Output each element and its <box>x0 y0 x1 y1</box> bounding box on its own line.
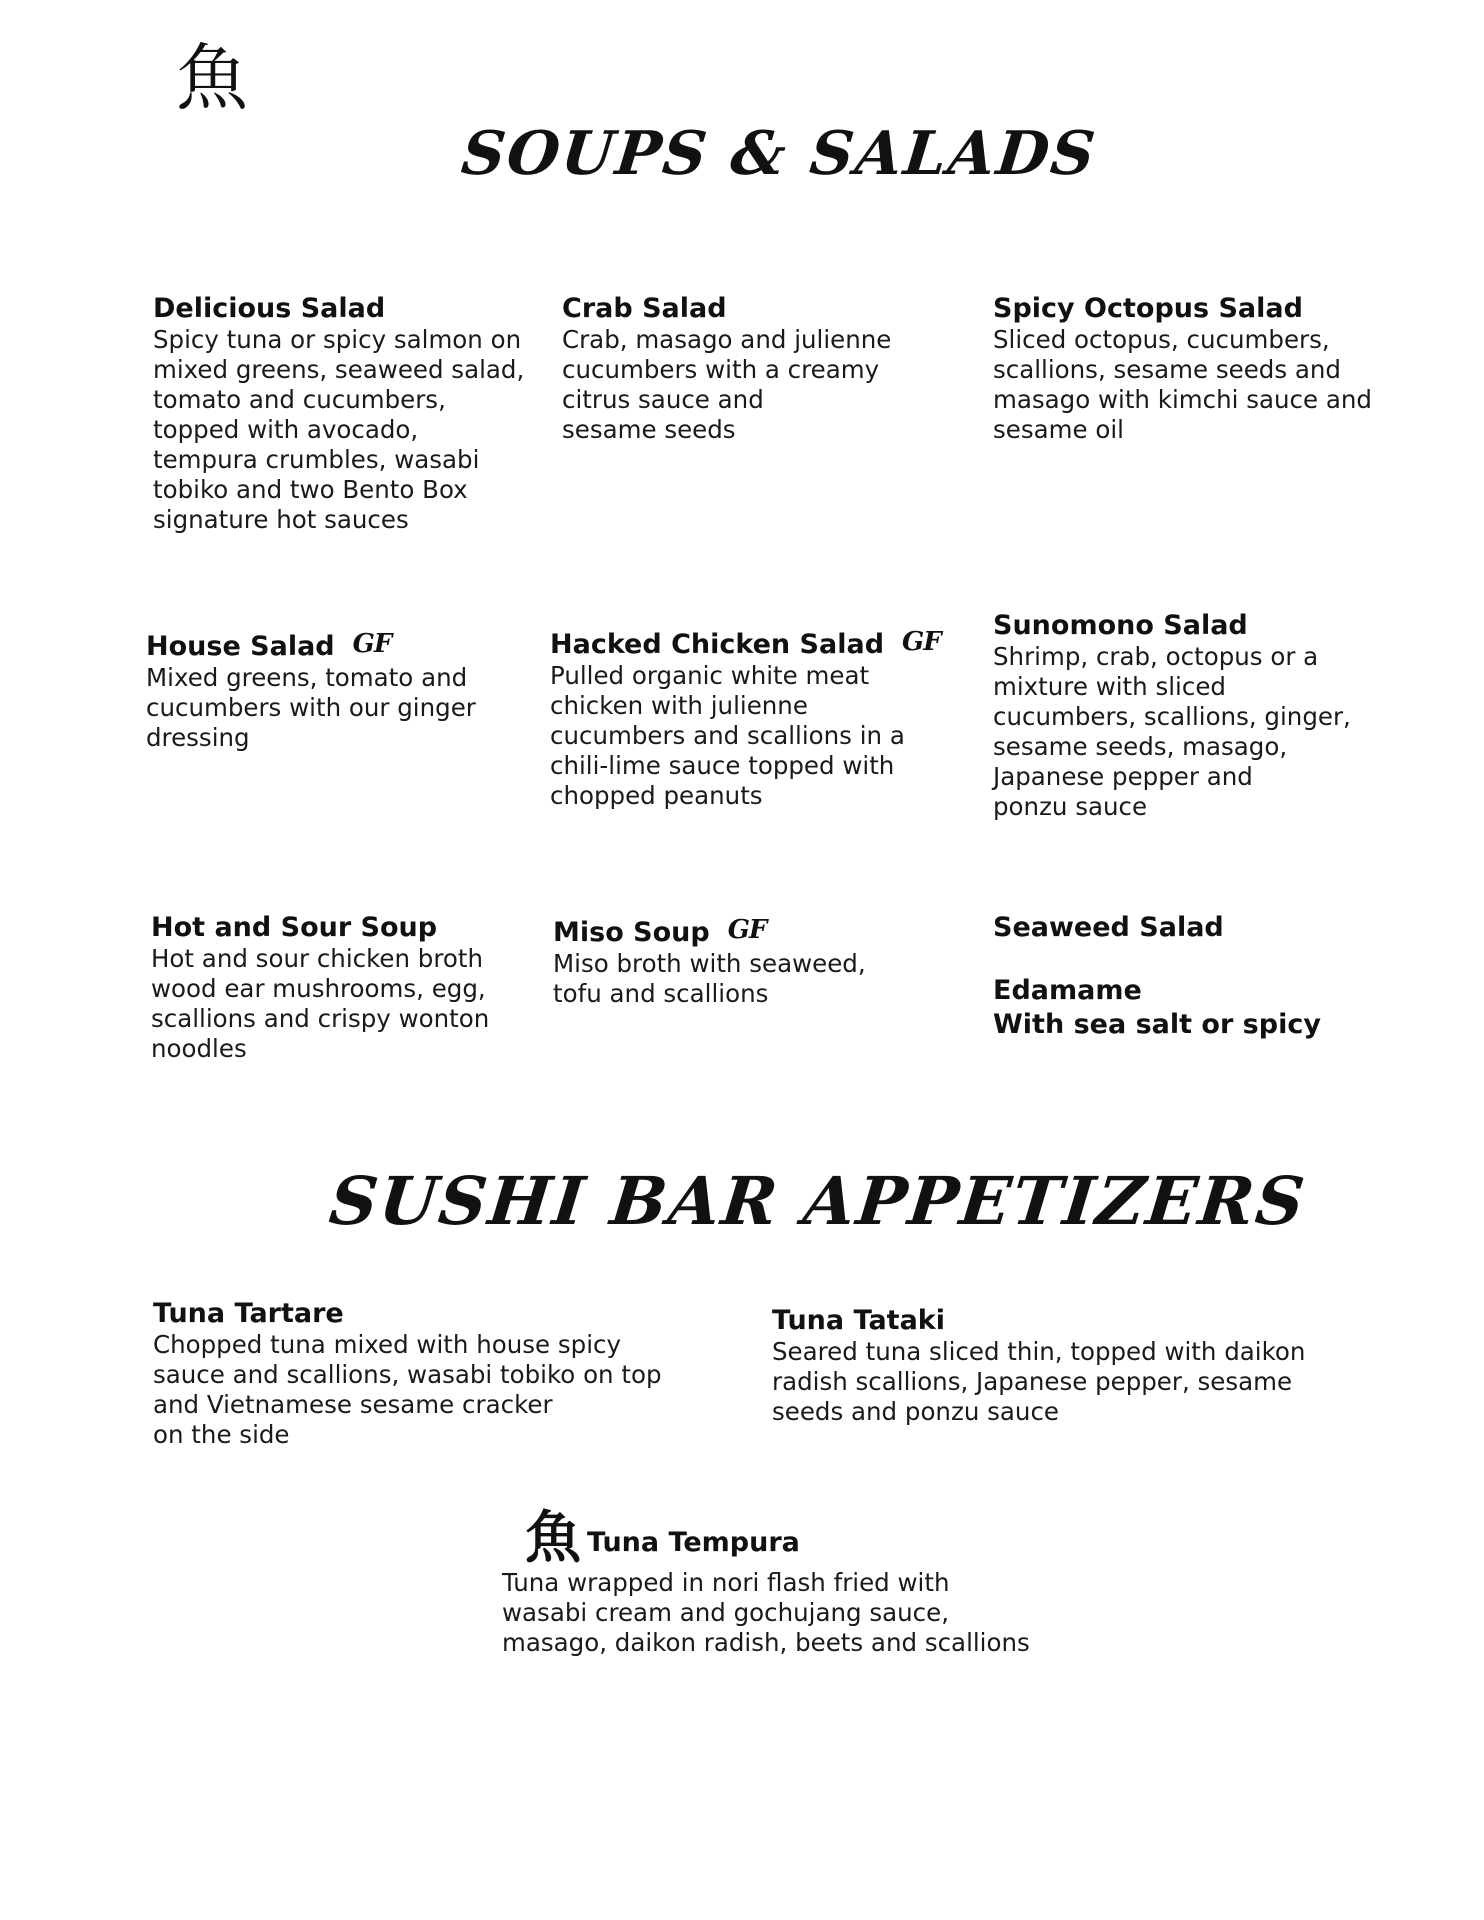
item-name: Spicy Octopus Salad <box>993 293 1303 324</box>
gluten-free-badge: GF <box>727 915 767 945</box>
item-name: Hot and Sour Soup <box>151 912 438 943</box>
menu-item-tuna-tataki <box>772 1305 1305 1427</box>
menu-item-seaweed-salad <box>993 912 1224 944</box>
item-description: Shrimp, crab, octopus or a mixture with sliced cucumbers, scallions, ginger, sesame seeds, masago, Japanese pepper and ponzu sauce <box>993 642 1351 821</box>
fish-kanji-logo: 魚 <box>176 36 249 120</box>
item-name: Edamame <box>993 975 1142 1006</box>
item-name: House Salad <box>146 631 335 662</box>
gluten-free-badge: GF <box>902 627 941 657</box>
menu-item-house-salad <box>146 628 476 753</box>
item-name: Tuna Tartare <box>153 1298 344 1329</box>
item-name: Crab Salad <box>562 293 727 324</box>
soups-salads-heading: SOUPS & SALADS <box>458 119 1100 189</box>
menu-item-hot-and-sour-soup <box>151 912 489 1064</box>
item-name-row <box>553 914 866 949</box>
menu-item-delicious-salad <box>153 293 524 535</box>
item-name: Sunomono Salad <box>993 610 1248 641</box>
item-description: Hot and sour chicken broth wood ear mushrooms, egg, scallions and crispy wonton noodles <box>151 944 490 1063</box>
menu-item-edamame <box>993 975 1321 1041</box>
item-name: Miso Soup <box>553 917 710 948</box>
menu-item-miso-soup <box>553 914 866 1009</box>
item-description: Tuna wrapped in nori flash fried with wasabi cream and gochujang sauce, masago, daikon radish, beets and scallions <box>502 1568 1030 1657</box>
item-name: Tuna Tempura <box>587 1527 800 1558</box>
menu-item-sunomono-salad <box>993 610 1351 822</box>
item-name: Seaweed Salad <box>993 912 1224 943</box>
item-description: Pulled organic white meat chicken with julienne cucumbers and scallions in a chili-lime sauce topped with chopped peanuts <box>550 661 905 810</box>
item-description: Spicy tuna or spicy salmon on mixed greens, seaweed salad, tomato and cucumbers, topped with avocado, tempura crumbles, wasabi tobiko and two Bento Box signature hot sauces <box>153 325 525 534</box>
menu-item-spicy-octopus-salad <box>993 293 1372 445</box>
item-description: Crab, masago and julienne cucumbers with a creamy citrus sauce and sesame seeds <box>562 325 892 444</box>
item-name: Delicious Salad <box>153 293 386 324</box>
item-name-row <box>550 626 941 661</box>
menu-item-hacked-chicken-salad <box>550 626 941 811</box>
item-description: Chopped tuna mixed with house spicy sauce and scallions, wasabi tobiko on top and Vietnamese sesame cracker on the side <box>153 1330 662 1449</box>
item-name: Hacked Chicken Salad <box>550 629 885 660</box>
item-subtitle: With sea salt or spicy <box>993 1009 1321 1040</box>
menu-item-tuna-tempura <box>502 1505 1030 1658</box>
menu-item-tuna-tartare <box>153 1298 662 1450</box>
item-description: Sliced octopus, cucumbers, scallions, sesame seeds and masago with kimchi sauce and sesame oil <box>993 325 1372 444</box>
item-description: Mixed greens, tomato and cucumbers with our ginger dressing <box>146 663 476 752</box>
item-name-row <box>525 1505 1030 1571</box>
item-name-row <box>146 628 476 663</box>
item-name: Tuna Tataki <box>772 1305 946 1336</box>
sushi-bar-appetizers-heading: SUSHI BAR APPETIZERS <box>325 1162 1310 1240</box>
menu-item-crab-salad <box>562 293 891 445</box>
item-description: Miso broth with seaweed, tofu and scallions <box>553 949 866 1008</box>
fish-kanji-icon: 魚 <box>525 1505 581 1571</box>
item-description: Seared tuna sliced thin, topped with daikon radish scallions, Japanese pepper, sesame seeds and ponzu sauce <box>772 1337 1306 1426</box>
gluten-free-badge: GF <box>352 629 392 659</box>
